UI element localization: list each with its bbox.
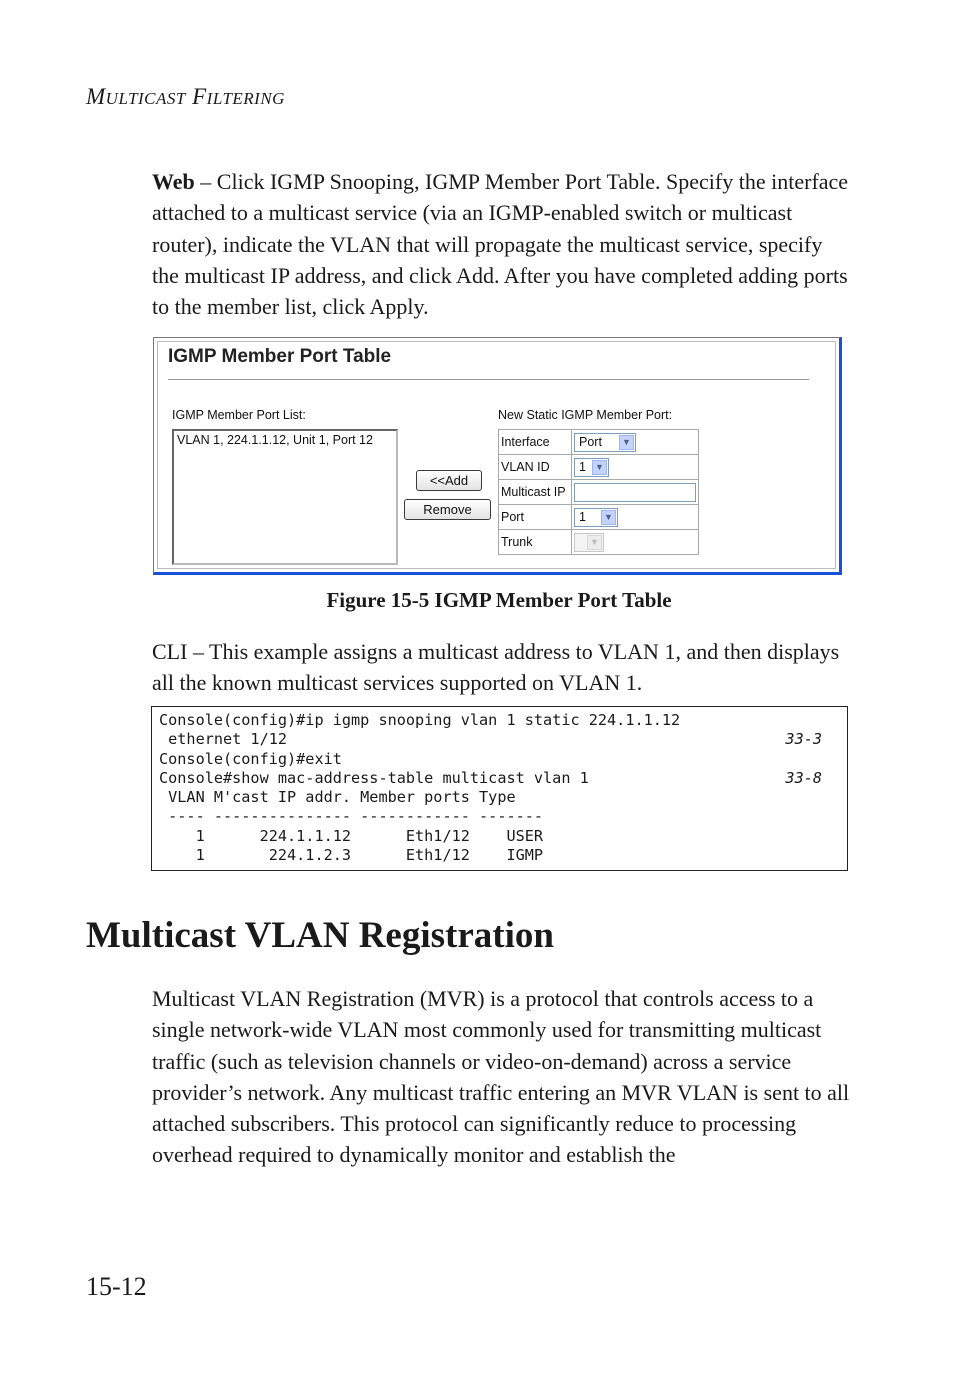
chevron-down-icon: ▼ xyxy=(587,535,602,550)
new-member-form xyxy=(498,429,699,555)
title-divider xyxy=(168,379,809,380)
form-row-multicast-ip xyxy=(499,480,698,504)
code-text: 1 224.1.1.12 Eth1/12 USER xyxy=(159,826,544,845)
screenshot-frame xyxy=(157,341,836,569)
code-text: ---- --------------- ------------ ------- xyxy=(159,807,544,826)
cli-intro-paragraph: CLI – This example assigns a multicast address to VLAN 1, and then displays all the known multicast services supported on VLAN 1. xyxy=(152,639,840,696)
interface-selected-value: Port xyxy=(579,434,602,449)
trunk-select[interactable] xyxy=(574,533,604,552)
vlan-id-cell xyxy=(572,455,698,479)
vlan-id-select[interactable] xyxy=(574,458,609,477)
cli-code-block xyxy=(151,706,848,871)
code-text: Console(config)#exit xyxy=(159,749,342,768)
code-line xyxy=(159,827,847,846)
interface-label: Interface xyxy=(499,430,571,454)
multicast-ip-input[interactable] xyxy=(574,483,696,502)
intro-text: – Click IGMP Snooping, IGMP Member Port Table. Specify the interface attached to a multicast service (via an IGMP-enabled switch or multicast router), indicate the VLAN that will propagate the multicast service, specify the multicast IP address, and click Add. After you have completed adding ports to the member list, click Apply. xyxy=(152,169,849,320)
member-port-list[interactable] xyxy=(172,429,398,565)
form-row-trunk xyxy=(499,530,698,554)
form-row-port xyxy=(499,505,698,529)
multicast-ip-cell xyxy=(572,480,698,504)
trunk-cell xyxy=(572,530,698,554)
chevron-down-icon: ▼ xyxy=(619,435,634,450)
port-select[interactable] xyxy=(574,508,618,527)
trunk-label: Trunk xyxy=(499,530,571,554)
figure-caption: Figure 15-5 IGMP Member Port Table xyxy=(326,588,672,612)
interface-cell xyxy=(572,430,698,454)
new-member-label: New Static IGMP Member Port: xyxy=(498,408,673,422)
code-ref: 33-8 xyxy=(785,768,822,787)
member-list-label: IGMP Member Port List: xyxy=(172,408,306,422)
running-head-cap-1: M xyxy=(86,84,106,109)
list-item[interactable]: VLAN 1, 224.1.1.12, Unit 1, Port 12 xyxy=(177,433,373,447)
code-line xyxy=(159,730,847,749)
running-head-rest-1: ULTICAST xyxy=(105,89,186,108)
multicast-ip-label: Multicast IP xyxy=(499,480,571,504)
add-button[interactable]: <<Add xyxy=(416,470,482,491)
page-number: 15-12 xyxy=(86,1272,147,1301)
code-text: ethernet 1/12 xyxy=(159,730,288,749)
code-line xyxy=(159,846,847,865)
section-heading: Multicast VLAN Registration xyxy=(86,915,554,956)
vlan-id-label: VLAN ID xyxy=(499,455,571,479)
port-label: Port xyxy=(499,505,571,529)
screenshot-title: IGMP Member Port Table xyxy=(168,346,392,367)
code-text: VLAN M'cast IP addr. Member ports Type xyxy=(159,788,516,807)
chevron-down-icon: ▼ xyxy=(601,510,616,525)
code-ref: 33-3 xyxy=(785,730,822,749)
section-paragraph: Multicast VLAN Registration (MVR) is a protocol that controls access to a single network-wide VLAN most commonly used for transmitting multicast traffic (such as television channels or video-on-demand) across a service provider’s network. Any multicast traffic entering an MVR VLAN is sent to all attached subscribers. This protocol can significantly reduce to processing overhead required to dynamically monitor and establish the xyxy=(152,986,850,1168)
port-selected-value: 1 xyxy=(579,509,586,524)
running-head xyxy=(86,84,285,110)
vlan-id-selected-value: 1 xyxy=(579,459,586,474)
form-row-interface xyxy=(499,430,698,454)
code-line xyxy=(159,807,847,826)
code-text: 1 224.1.2.3 Eth1/12 IGMP xyxy=(159,846,544,865)
code-line xyxy=(159,711,847,730)
code-line xyxy=(159,750,847,769)
screenshot-panel xyxy=(153,337,842,575)
running-head-cap-2: F xyxy=(192,84,207,109)
code-text: Console(config)#ip igmp snooping vlan 1 static 224.1.1.12 xyxy=(159,711,681,729)
remove-button[interactable]: Remove xyxy=(404,499,491,520)
code-line xyxy=(159,788,847,807)
intro-bold: Web xyxy=(152,169,195,194)
form-row-vlan-id xyxy=(499,455,698,479)
code-line xyxy=(159,769,847,788)
running-head-rest-2: ILTERING xyxy=(206,89,285,108)
intro-paragraph xyxy=(152,166,852,322)
interface-select[interactable] xyxy=(574,433,636,452)
code-text: Console#show mac-address-table multicast vlan 1 xyxy=(159,768,589,787)
port-cell xyxy=(572,505,698,529)
chevron-down-icon: ▼ xyxy=(592,460,607,475)
